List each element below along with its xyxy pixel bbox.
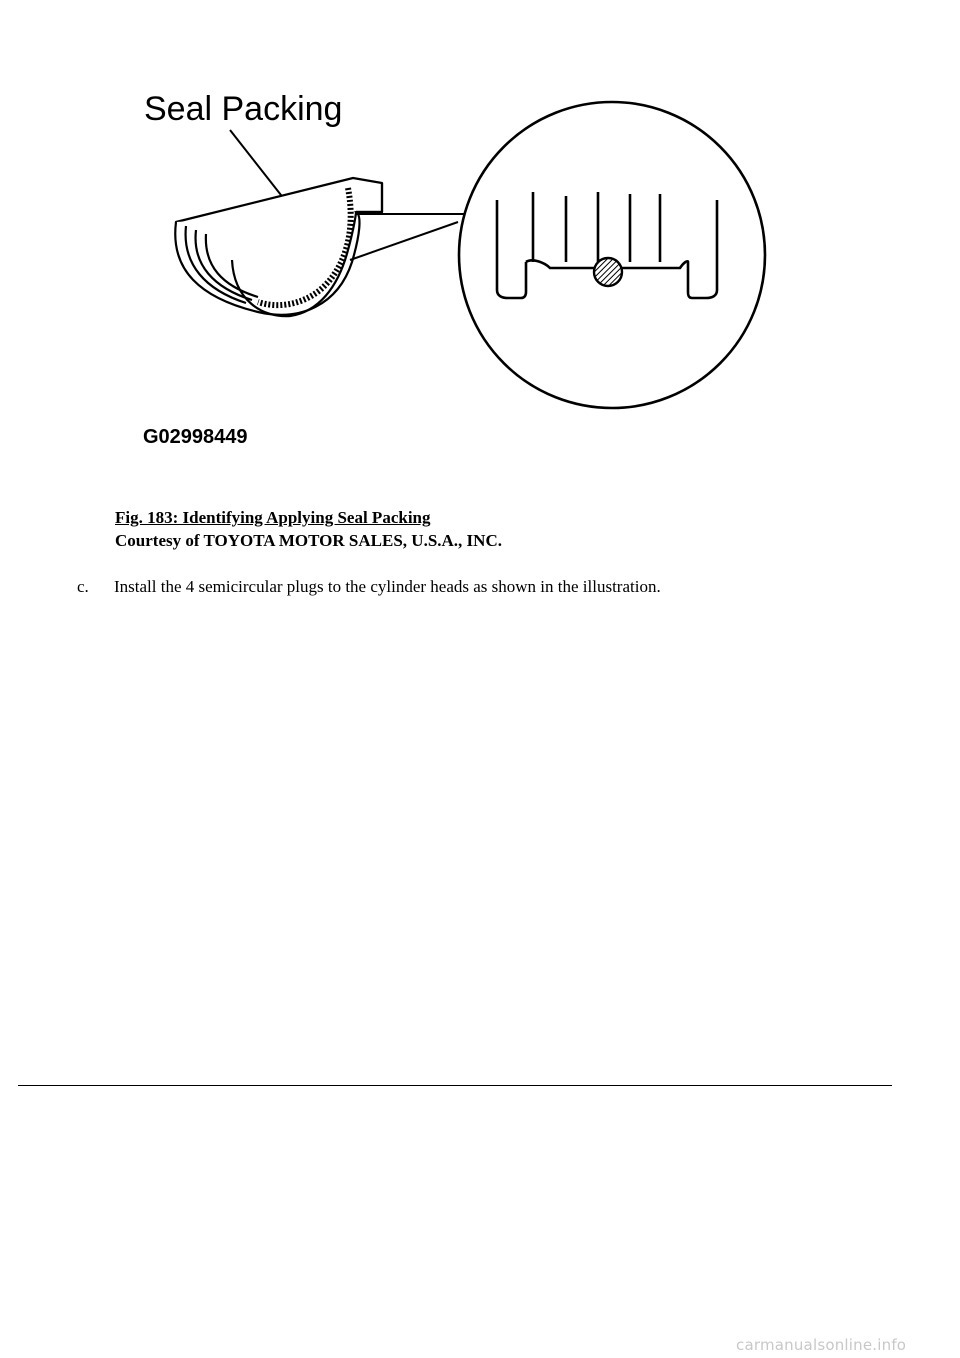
step-marker: c. xyxy=(77,577,89,596)
step-text: Install the 4 semicircular plugs to the cylinder heads as shown in the illustration. xyxy=(114,577,661,596)
magnify-connector-bottom xyxy=(350,222,458,260)
footer-divider xyxy=(18,1085,892,1086)
figure-code: G02998449 xyxy=(143,426,248,448)
figure-caption-title[interactable]: Fig. 183: Identifying Applying Seal Packing xyxy=(115,508,431,527)
magnified-detail-circle xyxy=(459,102,765,408)
seal-packing-illustration xyxy=(0,0,960,470)
callout-label-seal-packing: Seal Packing xyxy=(144,90,343,128)
figure-caption-courtesy: Courtesy of TOYOTA MOTOR SALES, U.S.A., INC. xyxy=(115,531,502,550)
site-watermark: carmanualsonline.info xyxy=(736,1336,907,1354)
semicircular-plug-drawing xyxy=(175,178,382,316)
